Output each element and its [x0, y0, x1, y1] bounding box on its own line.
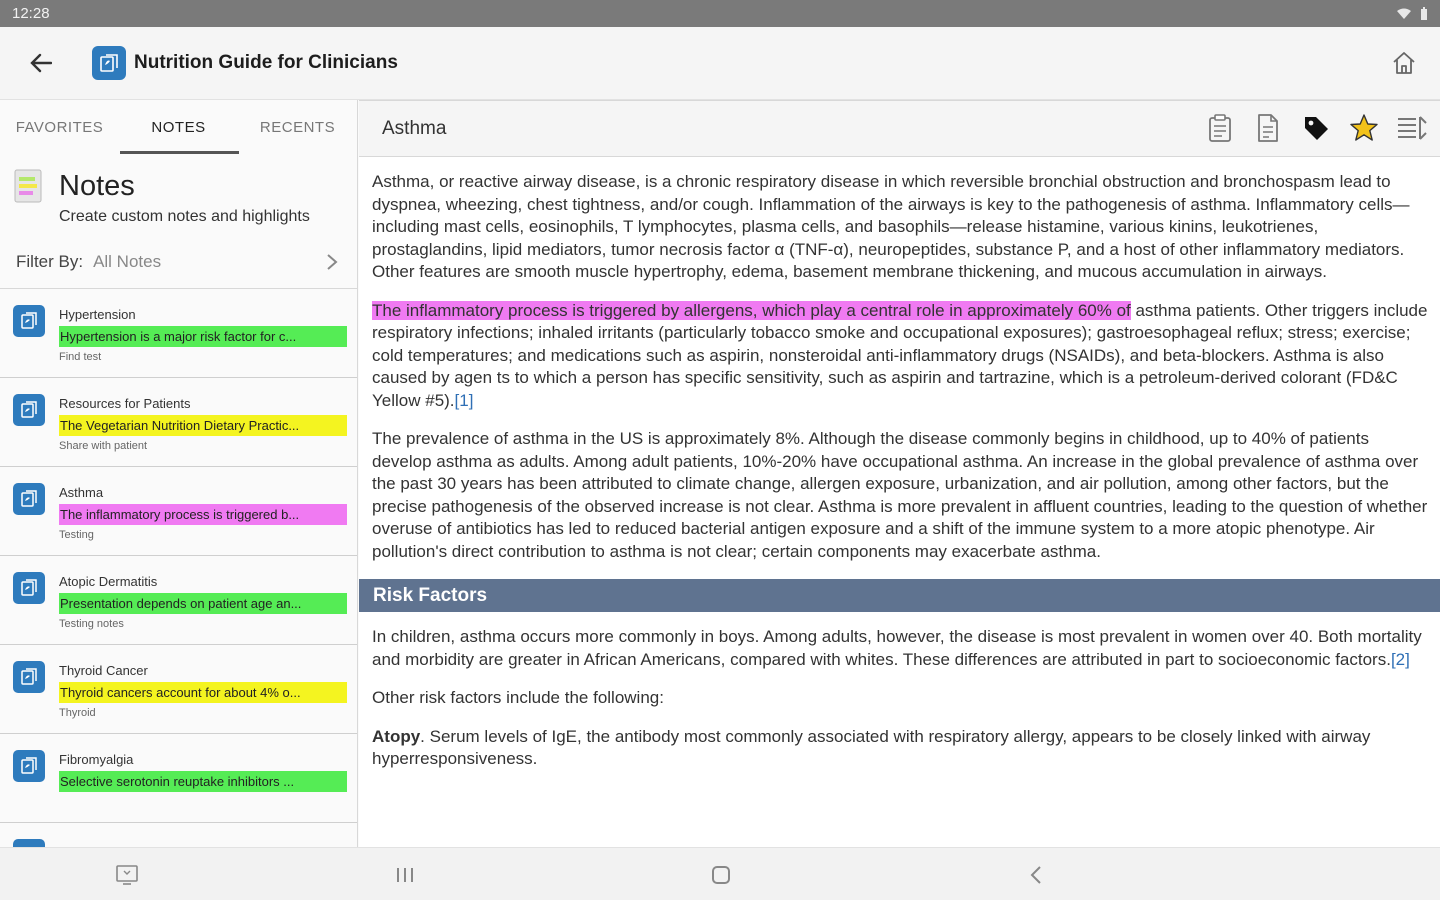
- app-logo: [92, 46, 126, 80]
- term-bold: Atopy: [372, 726, 421, 746]
- note-highlight: The inflammatory process is triggered b...: [59, 504, 347, 525]
- document-icon: [1255, 113, 1281, 143]
- note-highlight: Hypertension is a major risk factor for c...: [59, 326, 347, 347]
- article-body: [359, 157, 1440, 771]
- note-tag: Testing: [59, 529, 94, 541]
- article-paragraph-risk: [372, 626, 1428, 671]
- note-item-thyroid-cancer[interactable]: [0, 645, 357, 734]
- status-icons: [1396, 7, 1428, 21]
- status-bar: [0, 0, 1440, 27]
- note-document-icon: [13, 572, 45, 604]
- active-tab-indicator: [120, 151, 239, 154]
- star-icon: [1349, 113, 1379, 143]
- citation-link[interactable]: [2]: [1390, 649, 1410, 669]
- note-item-partial[interactable]: [0, 823, 357, 847]
- note-highlight: The Vegetarian Nutrition Dietary Practic...: [59, 415, 347, 436]
- user-highlight[interactable]: The inflammatory process is triggered by allergens, which play a central role in approximately 60% of: [372, 300, 1131, 320]
- tag-icon: [1302, 114, 1330, 142]
- note-list: [0, 289, 357, 847]
- article-paragraph-intro: Asthma, or reactive airway disease, is a chronic respiratory disease in which reversible bronchial obstruction and bronchospasm lead to dyspnea, wheezing, chest tightness, and/or cough. Inflammation of the airways is key to the pathogenesis of asthma. Inflammatory cells—including mast cells, eosinophils, T lymphocytes, plasma cells, and basophils—release histamine, various kinins, leukotrienes, prostaglandins, lipid mediators, tumor necrosis factor α (TNF-α), neuropeptides, substance P, and a host of other inflammatory mediators. Other features are smooth muscle hypertrophy, edema, basement membrane thickening, and mucous accumulation in airways.: [372, 172, 1410, 281]
- filter-value: All Notes: [93, 252, 162, 271]
- clipboard-icon: [1207, 113, 1233, 143]
- note-title: Resources for Patients: [59, 396, 191, 411]
- tag-button[interactable]: [1298, 110, 1334, 146]
- note-tag: Testing notes: [59, 618, 124, 630]
- app-logo-icon: [98, 52, 120, 74]
- paragraph-text: . Serum levels of IgE, the antibody most commonly associated with respiratory allergy, appears to be closely linked with airway hyperresponsiveness.: [372, 726, 1371, 768]
- note-item-resources-for-patients[interactable]: [0, 378, 357, 467]
- article-header: [359, 100, 1440, 157]
- note-title: Atopic Dermatitis: [59, 574, 158, 589]
- article-paragraph-atopy: [372, 726, 1428, 771]
- section-header-risk-factors: Risk Factors: [359, 579, 1440, 612]
- recents-icon: [394, 865, 416, 885]
- screenshot-button[interactable]: [114, 862, 140, 888]
- app-title: Nutrition Guide for Clinicians: [134, 52, 398, 73]
- note-item-atopic-dermatitis[interactable]: [0, 556, 357, 645]
- article-panel: [359, 100, 1440, 847]
- note-item-asthma[interactable]: [0, 467, 357, 556]
- citation-link[interactable]: [1]: [454, 390, 474, 410]
- favorite-button[interactable]: [1346, 110, 1382, 146]
- filter-row[interactable]: [0, 236, 357, 289]
- battery-icon: [1420, 7, 1428, 21]
- note-highlight: Thyroid cancers account for about 4% o...: [59, 682, 347, 703]
- note-highlight: Presentation depends on patient age an...: [59, 593, 347, 614]
- notes-header: [0, 156, 357, 236]
- article-paragraph-prevalence: The prevalence of asthma in the US is approximately 8%. Although the disease commonly begins in childhood, up to 40% of patients develop asthma as adults. Among adult patients, 10%-20% have occupational asthma. An increase in the global prevalence of asthma over the past 30 years has been attributed to climate change, allergen exposure, urbanization, and air pollution, among other factors, but the precise pathogenesis of the observed increase is not clear. Asthma is more prevalent in affluent countries, leading to the question of whether overuse of antibiotics has led to reduced bacterial antigen exposure and a shift of the immune system to a more atopic phenotype. Air pollution's direct contribution to asthma is not clear; certain components may exacerbate asthma.: [372, 429, 1428, 561]
- note-document-icon: [13, 394, 45, 426]
- note-highlight: Selective serotonin reuptake inhibitors ...: [59, 771, 347, 792]
- article-title: Asthma: [382, 118, 447, 139]
- table-of-contents-button[interactable]: [1394, 110, 1430, 146]
- article-paragraph-triggers: [372, 300, 1428, 413]
- list-icon: [1396, 114, 1428, 142]
- system-nav-bar: [0, 847, 1440, 900]
- note-title: Fibromyalgia: [59, 752, 134, 767]
- note-tag: Share with patient: [59, 440, 148, 452]
- paragraph-text: In children, asthma occurs more commonly in boys. Among adults, however, the disease is most prevalent in women over 40. Both mortality and morbidity are greater in African Americans, compared with whites. These differences are attributed in part to socioeconomic factors.: [372, 627, 1422, 669]
- filter-label: Filter By:: [16, 252, 84, 271]
- tab-recents[interactable]: RECENTS: [259, 119, 336, 136]
- back-nav-button[interactable]: [1023, 862, 1049, 888]
- home-nav-button[interactable]: [708, 862, 734, 888]
- note-document-icon: [13, 305, 45, 337]
- note-tag: Thyroid: [59, 707, 96, 719]
- notes-subtitle: Create custom notes and highlights: [59, 208, 310, 225]
- status-time: 12:28: [12, 5, 50, 22]
- note-title: Asthma: [59, 485, 104, 500]
- document-button[interactable]: [1250, 110, 1286, 146]
- tab-bar: [0, 100, 357, 156]
- note-document-icon: [13, 839, 45, 847]
- clipboard-button[interactable]: [1202, 110, 1238, 146]
- back-button[interactable]: [0, 27, 82, 100]
- note-tag: Find test: [59, 351, 102, 363]
- chevron-right-icon: [325, 252, 339, 272]
- chevron-left-icon: [1027, 864, 1045, 886]
- article-paragraph-other-risks: Other risk factors include the following:: [372, 688, 664, 707]
- notes-sidebar: [0, 100, 358, 847]
- notes-title: Notes: [59, 170, 135, 202]
- note-item-fibromyalgia[interactable]: [0, 734, 357, 823]
- note-item-hypertension[interactable]: [0, 289, 357, 378]
- paragraph-text: asthma patients. Other triggers include respiratory infections; inhaled irritants (particularly tobacco smoke and occupational exposures); gastroesophageal reflux; stress; exercise; cold temperatures; and medications such as aspirin, nonsteroidal anti-inflammatory drugs (NSAIDs), and beta-blockers. Asthma is also caused by agen ts to which a person has specific sensitivity, such as aspirin and tartrazine, which is a petroleum-derived colorant (FD&C Yellow #5).: [372, 300, 1428, 410]
- home-circle-icon: [710, 864, 732, 886]
- home-icon: [1391, 50, 1417, 76]
- notes-icon: [13, 168, 45, 204]
- wifi-icon: [1396, 8, 1412, 20]
- home-button[interactable]: [1388, 47, 1420, 79]
- screenshot-icon: [115, 864, 139, 886]
- article-toolbar: [1202, 110, 1430, 146]
- note-document-icon: [13, 750, 45, 782]
- app-bar: [0, 27, 1440, 100]
- note-document-icon: [13, 483, 45, 515]
- arrow-left-icon: [30, 53, 52, 73]
- note-title: Hypertension: [59, 307, 136, 322]
- note-document-icon: [13, 661, 45, 693]
- tab-notes[interactable]: NOTES: [151, 119, 206, 136]
- recent-apps-button[interactable]: [392, 862, 418, 888]
- note-title: Thyroid Cancer: [59, 663, 148, 678]
- tab-favorites[interactable]: FAVORITES: [15, 119, 104, 136]
